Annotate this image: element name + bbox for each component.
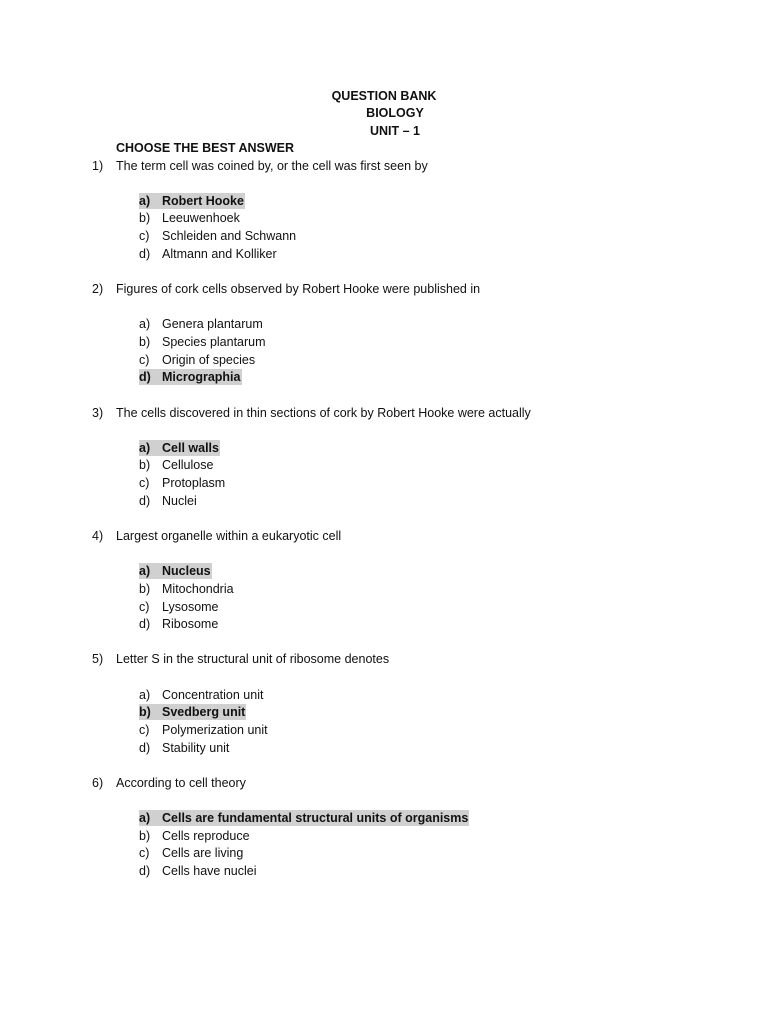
option <box>139 246 277 262</box>
question-text: According to cell theory <box>116 776 246 790</box>
option-letter: a) <box>139 564 151 578</box>
option-text: Genera plantarum <box>162 317 263 331</box>
question-text: Largest organelle within a eukaryotic cell <box>116 529 342 543</box>
option-correct <box>139 369 242 385</box>
option <box>139 599 219 615</box>
option <box>139 475 225 491</box>
option <box>139 228 296 244</box>
option-letter: a) <box>139 811 151 825</box>
option <box>139 457 213 473</box>
option-letter: c) <box>139 229 150 243</box>
option-text: Altmann and Kolliker <box>162 247 277 261</box>
option <box>139 581 234 597</box>
option-text: Cells have nuclei <box>162 864 257 878</box>
option <box>139 316 263 332</box>
option <box>139 828 250 844</box>
option <box>139 722 268 738</box>
option-letter: b) <box>139 458 151 472</box>
option <box>139 687 263 703</box>
option-letter: d) <box>139 494 151 508</box>
option-letter: b) <box>139 211 151 225</box>
option-text: Protoplasm <box>162 476 226 490</box>
doc-unit: UNIT – 1 <box>369 124 420 138</box>
option-letter: b) <box>139 335 151 349</box>
option <box>139 334 266 350</box>
question-number: 3) <box>92 406 104 420</box>
option-text: Nuclei <box>162 494 197 508</box>
option-text: Schleiden and Schwann <box>162 229 297 243</box>
option-correct <box>139 563 212 579</box>
option-letter: c) <box>139 846 150 860</box>
option-text: Lysosome <box>162 600 219 614</box>
option-letter: d) <box>139 617 151 631</box>
option-letter: a) <box>139 688 151 702</box>
option-text: Cells are fundamental structural units of organisms <box>162 811 469 825</box>
option-letter: d) <box>139 864 151 878</box>
option-letter: b) <box>139 705 151 719</box>
option-letter: c) <box>139 600 150 614</box>
question-number: 1) <box>92 159 104 173</box>
option <box>139 352 255 368</box>
question-text: Figures of cork cells observed by Robert Hooke were published in <box>116 282 481 296</box>
option-text: Stability unit <box>162 741 230 755</box>
option-text: Cells are living <box>162 846 244 860</box>
option <box>139 863 257 879</box>
option-text: Robert Hooke <box>162 194 244 208</box>
option-letter: c) <box>139 353 150 367</box>
option-letter: d) <box>139 247 151 261</box>
question-number: 5) <box>92 652 104 666</box>
question-text: Letter S in the structural unit of ribosome denotes <box>116 652 390 666</box>
option <box>139 845 243 861</box>
option-letter: a) <box>139 441 151 455</box>
option-text: Micrographia <box>162 370 241 384</box>
option-text: Polymerization unit <box>162 723 268 737</box>
option-text: Cellulose <box>162 458 214 472</box>
option-letter: c) <box>139 723 150 737</box>
option-text: Origin of species <box>162 353 256 367</box>
option-correct <box>139 810 469 826</box>
option <box>139 210 240 226</box>
option-text: Svedberg unit <box>162 705 246 719</box>
option-text: Species plantarum <box>162 335 266 349</box>
option-text: Ribosome <box>162 617 219 631</box>
option-letter: c) <box>139 476 150 490</box>
option <box>139 616 218 632</box>
question-text: The cells discovered in thin sections of cork by Robert Hooke were actually <box>116 406 531 420</box>
option-letter: a) <box>139 194 151 208</box>
question-text: The term cell was coined by, or the cell was first seen by <box>116 159 428 173</box>
option-letter: b) <box>139 582 151 596</box>
option-letter: d) <box>139 370 151 384</box>
option-text: Cells reproduce <box>162 829 250 843</box>
option-correct <box>139 440 220 456</box>
doc-title: QUESTION BANK <box>331 89 437 103</box>
option-text: Leeuwenhoek <box>162 211 240 225</box>
option-text: Concentration unit <box>162 688 264 702</box>
question-number: 2) <box>92 282 104 296</box>
option <box>139 493 197 509</box>
option-text: Mitochondria <box>162 582 234 596</box>
question-number: 4) <box>92 529 104 543</box>
option <box>139 740 229 756</box>
option-correct <box>139 704 246 720</box>
option-letter: b) <box>139 829 151 843</box>
option-letter: d) <box>139 741 151 755</box>
option-correct <box>139 193 245 209</box>
section-title: CHOOSE THE BEST ANSWER <box>116 141 295 155</box>
question-number: 6) <box>92 776 104 790</box>
doc-subject: BIOLOGY <box>366 106 424 120</box>
option-text: Nucleus <box>162 564 211 578</box>
option-letter: a) <box>139 317 151 331</box>
option-text: Cell walls <box>162 441 219 455</box>
